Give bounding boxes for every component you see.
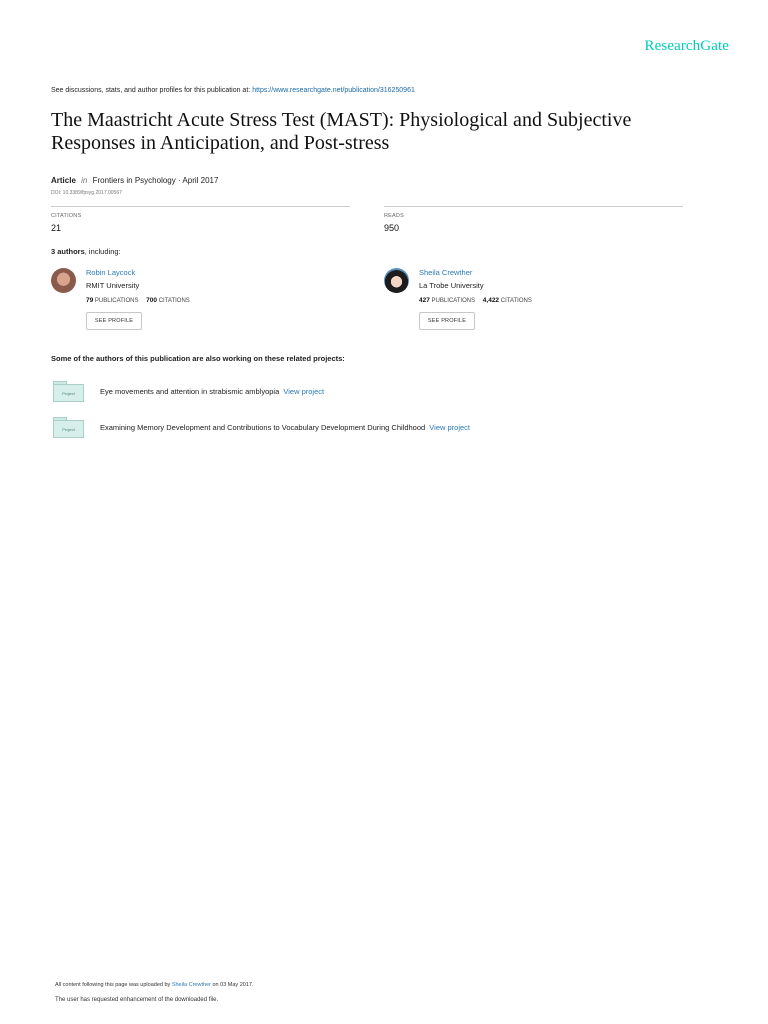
author-publications-count: 427 bbox=[419, 297, 430, 304]
see-profile-button[interactable]: SEE PROFILE bbox=[419, 312, 475, 330]
project-folder-icon bbox=[53, 381, 83, 401]
author-citations-count: 4,422 bbox=[482, 297, 500, 304]
citations-divider bbox=[51, 206, 350, 207]
author-publications-label: PUBLICATIONS bbox=[94, 298, 139, 304]
upload-note bbox=[55, 982, 253, 988]
author-stats bbox=[86, 297, 190, 304]
citations-value: 21 bbox=[51, 223, 62, 233]
discussion-text: See discussions, stats, and author profiles for this publication at: bbox=[51, 87, 251, 94]
publication-meta bbox=[51, 176, 218, 185]
author-publications-label: PUBLICATIONS bbox=[431, 298, 476, 304]
project-item bbox=[100, 423, 470, 432]
author-citations-label: CITATIONS bbox=[158, 298, 190, 304]
author-publications-count: 79 bbox=[86, 297, 94, 304]
authors-suffix: , including: bbox=[84, 247, 121, 256]
upload-date: on 03 May 2017. bbox=[212, 982, 254, 988]
authors-header bbox=[51, 247, 121, 256]
researchgate-logo[interactable]: ResearchGate bbox=[644, 38, 729, 54]
view-project-link[interactable]: View project bbox=[429, 423, 470, 432]
doi: DOI: 10.3389/fpsyg.2017.00567 bbox=[51, 190, 122, 196]
avatar-robin-laycock[interactable] bbox=[51, 268, 76, 293]
enhancement-note: The user has requested enhancement of the downloaded file. bbox=[55, 997, 219, 1003]
avatar-sheila-crewther[interactable] bbox=[384, 268, 409, 293]
uploader-link[interactable]: Sheila Crewther bbox=[171, 982, 211, 988]
project-title: Examining Memory Development and Contributions to Vocabulary Development During Childhood bbox=[100, 423, 426, 432]
reads-divider bbox=[384, 206, 683, 207]
upload-prefix: All content following this page was uploaded by bbox=[55, 982, 171, 988]
project-folder-label: Project bbox=[53, 420, 84, 438]
view-project-link[interactable]: View project bbox=[283, 387, 325, 396]
discussion-line bbox=[51, 87, 415, 94]
journal-date: Frontiers in Psychology · April 2017 bbox=[92, 176, 219, 185]
publication-url-link[interactable]: https://www.researchgate.net/publication/316250961 bbox=[252, 87, 415, 94]
author-stats bbox=[419, 297, 532, 304]
related-projects-header: Some of the authors of this publication are also working on these related projects: bbox=[51, 354, 345, 363]
author-institution: RMIT University bbox=[86, 281, 140, 290]
author-name-link[interactable]: Sheila Crewther bbox=[419, 268, 473, 277]
project-folder-icon bbox=[53, 417, 83, 437]
author-citations-label: CITATIONS bbox=[500, 298, 532, 304]
author-name-link[interactable]: Robin Laycock bbox=[86, 268, 136, 277]
author-citations-count: 700 bbox=[146, 297, 158, 304]
meta-in-word: in bbox=[81, 176, 88, 185]
author-institution: La Trobe University bbox=[419, 281, 484, 290]
citations-label: CITATIONS bbox=[51, 213, 82, 219]
reads-label: READS bbox=[384, 213, 404, 219]
project-title: Eye movements and attention in strabismic amblyopia bbox=[100, 387, 280, 396]
project-folder-label: Project bbox=[53, 384, 84, 402]
publication-type: Article bbox=[51, 176, 76, 185]
publication-title: The Maastricht Acute Stress Test (MAST): Physiological and Subjective Responses in Anticipation, and Post-stress bbox=[51, 109, 632, 154]
authors-count: 3 authors bbox=[51, 247, 85, 256]
reads-value: 950 bbox=[384, 223, 400, 233]
see-profile-button[interactable]: SEE PROFILE bbox=[86, 312, 142, 330]
project-item bbox=[100, 387, 324, 396]
